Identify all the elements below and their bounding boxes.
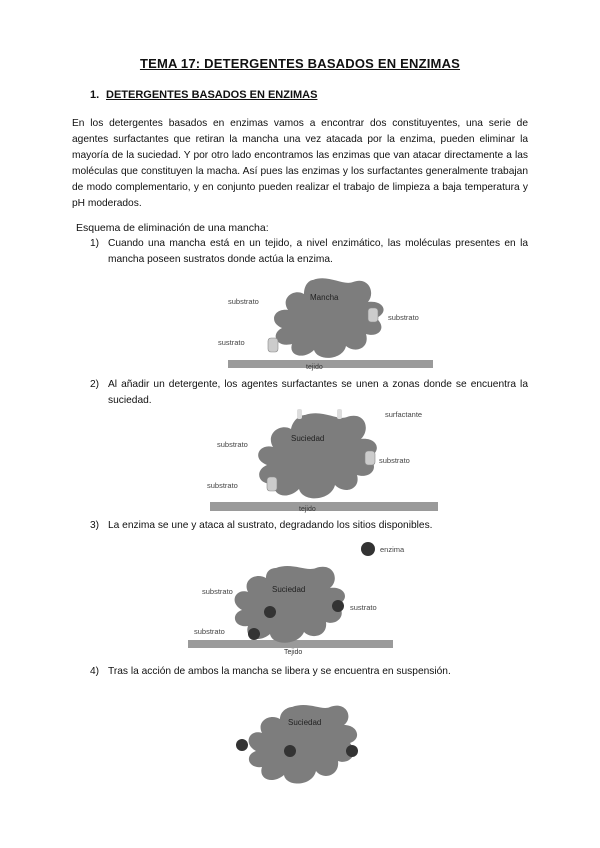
step-3: [90, 518, 528, 534]
page-title: TEMA 17: DETERGENTES BASADOS EN ENZIMAS: [139, 56, 461, 71]
substrate-label: substrato: [379, 456, 410, 465]
enzyme-molecule: [248, 628, 260, 640]
surfactant-molecule: [297, 409, 302, 419]
substrate-molecule: [365, 451, 375, 465]
section-heading: [90, 89, 317, 101]
fabric-bar: [210, 502, 438, 511]
stain-blob: [274, 278, 384, 358]
figure-enzyme-attack: [188, 540, 433, 660]
substrate-label: substrato: [207, 481, 238, 490]
section-number: 1.: [90, 89, 100, 101]
substrate-label: sustrato: [218, 338, 245, 347]
step-number: 3): [90, 520, 100, 531]
substrate-molecule: [368, 308, 378, 322]
enzyme-molecule: [346, 745, 358, 757]
step-number: 2): [90, 379, 100, 390]
step-1: [90, 236, 528, 267]
substrate-label: sustrato: [350, 603, 377, 612]
dirt-label: Suciedad: [288, 718, 322, 727]
step-number: 4): [90, 666, 100, 677]
surfactant-molecule: [337, 409, 342, 419]
step-2: [90, 377, 528, 408]
dirt-blob: [249, 705, 358, 784]
fabric-label: tejido: [306, 364, 323, 371]
scheme-intro: Esquema de eliminación de una mancha:: [76, 222, 269, 234]
step-number: 1): [90, 238, 100, 249]
dirt-label: Suciedad: [291, 434, 325, 443]
substrate-label: substrato: [217, 440, 248, 449]
surfactant-label: surfactante: [385, 410, 423, 419]
enzyme-molecule: [284, 745, 296, 757]
enzyme-molecule: [264, 606, 276, 618]
substrate-molecule: [268, 338, 278, 352]
step-text: Cuando una mancha está en un tejido, a nivel enzimático, las moléculas presentes en la mancha poseen sustratos donde actúa la enzima.: [108, 238, 528, 265]
substrate-label: substrato: [202, 587, 233, 596]
dirt-label: Suciedad: [272, 585, 306, 594]
enzyme-molecule: [236, 739, 248, 751]
fabric-label: tejido: [299, 506, 316, 513]
step-text: Al añadir un detergente, los agentes surfactantes se unen a zonas donde se encuentra la suciedad.: [108, 379, 528, 406]
fabric-label: Tejido: [284, 649, 303, 656]
step-text: La enzima se une y ataca al sustrato, degradando los sitios disponibles.: [108, 520, 433, 531]
substrate-molecule: [267, 477, 277, 491]
section-label: DETERGENTES BASADOS EN ENZIMAS: [106, 89, 318, 101]
enzyme-molecule: [332, 600, 344, 612]
fabric-bar: [228, 360, 433, 368]
step-text: Tras la acción de ambos la mancha se libera y se encuentra en suspensión.: [108, 666, 451, 677]
substrate-label: substrato: [228, 297, 259, 306]
substrate-label: substrato: [194, 627, 225, 636]
substrate-label: substrato: [388, 313, 419, 322]
figure-stain-on-fabric: [218, 272, 433, 372]
figure-surfactants: [205, 405, 440, 515]
enzyme-label: enzima: [380, 545, 405, 554]
figure-suspension: [230, 695, 380, 805]
intro-paragraph: En los detergentes basados en enzimas vamos a encontrar dos constituyentes, una serie de agentes surfactantes que retiran la mancha una vez atacada por la enzima, pueden eliminar la mayoría de la suciedad. Y por otro lado encontramos las enzimas que van atacar directamente a las moléculas que constituyen la macha. Así pues las enzimas y los surfactantes generalmente trabajan de modo complementario, y en conjunto pueden realizar el trabajo de limpieza a baja temperatura y pH moderados.: [72, 118, 528, 209]
stain-label: Mancha: [310, 293, 339, 302]
enzyme-molecule: [361, 542, 375, 556]
step-4: [90, 664, 528, 680]
